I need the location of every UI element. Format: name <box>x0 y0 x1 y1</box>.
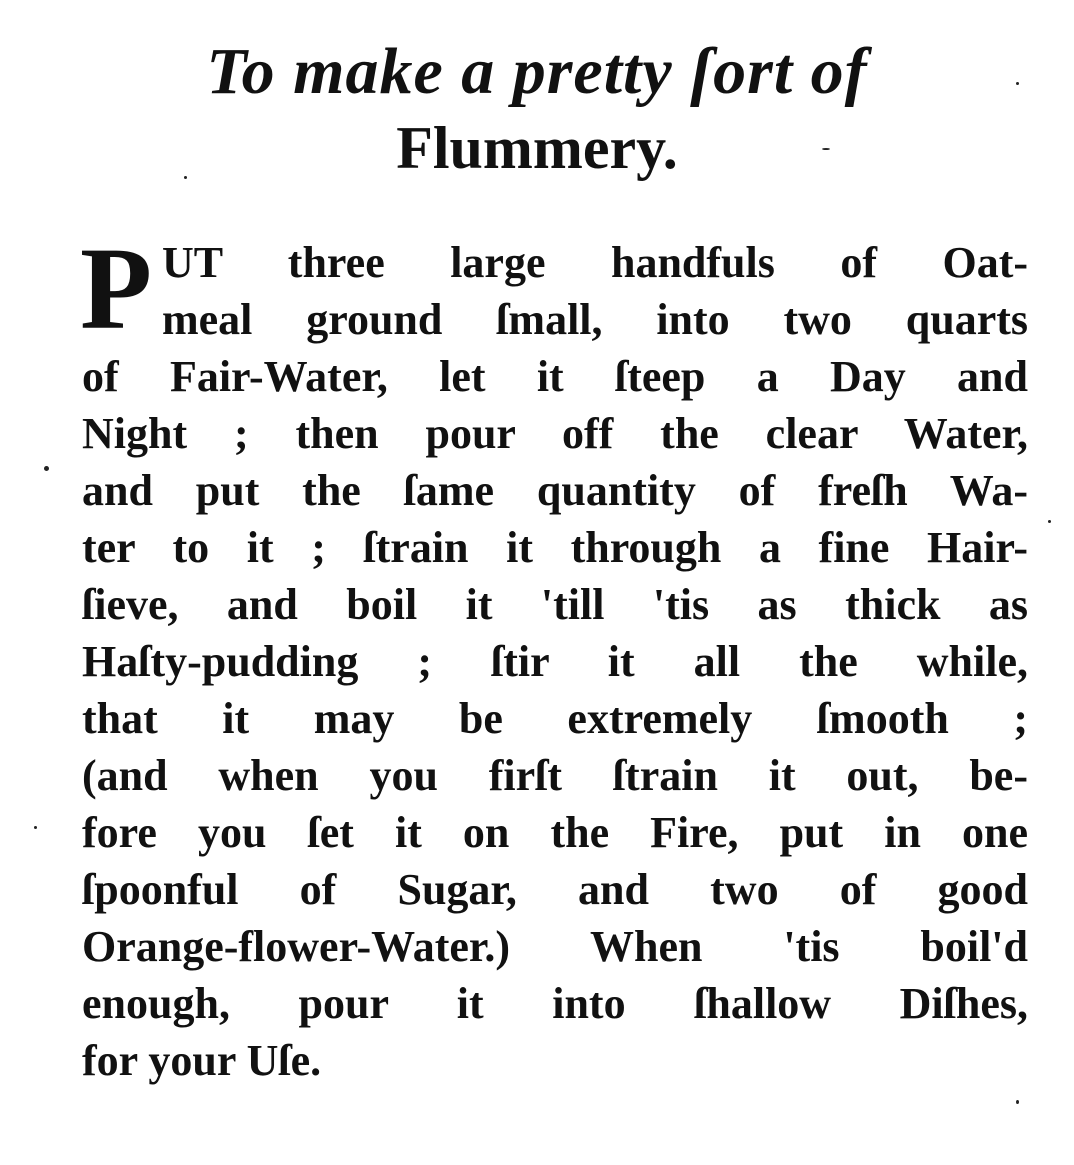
recipe-line: and put the ſame quantity of freſh Wa- <box>82 466 1028 515</box>
scan-speck <box>822 148 830 150</box>
scan-speck <box>34 826 37 829</box>
recipe-line: Night ; then pour off the clear Water, <box>82 409 1028 458</box>
recipe-line: ter to it ; ſtrain it through a fine Hair- <box>82 523 1028 572</box>
recipe-line: Orange-flower-Water.) When 'tis boil'd <box>82 922 1028 971</box>
recipe-line: of Fair-Water, let it ſteep a Day and <box>82 352 1028 401</box>
recipe-line: ſpoonful of Sugar, and two of good <box>82 865 1028 914</box>
scan-speck <box>184 176 187 179</box>
recipe-title-line-2: Flummery. <box>396 115 678 181</box>
recipe-line: enough, pour it into ſhallow Diſhes, <box>82 979 1028 1028</box>
recipe-line: fore you ſet it on the Fire, put in one <box>82 808 1028 857</box>
recipe-body <box>80 223 1028 1089</box>
scan-speck <box>44 466 49 471</box>
scan-speck <box>1016 82 1019 85</box>
scan-speck <box>1016 1100 1019 1104</box>
recipe-line: UT three large handfuls of Oat- <box>162 238 1028 287</box>
recipe-line: Haſty-pudding ; ſtir it all the while, <box>82 637 1028 686</box>
drop-cap: P <box>80 223 153 354</box>
recipe-title-line-1: To make a pretty ſort of <box>206 35 868 108</box>
scan-speck <box>1048 520 1051 523</box>
recipe-line: that it may be extremely ſmooth ; <box>82 694 1028 743</box>
recipe-line: meal ground ſmall, into two quarts <box>162 295 1028 344</box>
recipe-line: for your Uſe. <box>82 1036 322 1085</box>
recipe-line: (and when you firſt ſtrain it out, be- <box>82 751 1028 800</box>
recipe-line: ſieve, and boil it 'till 'tis as thick as <box>82 580 1028 629</box>
